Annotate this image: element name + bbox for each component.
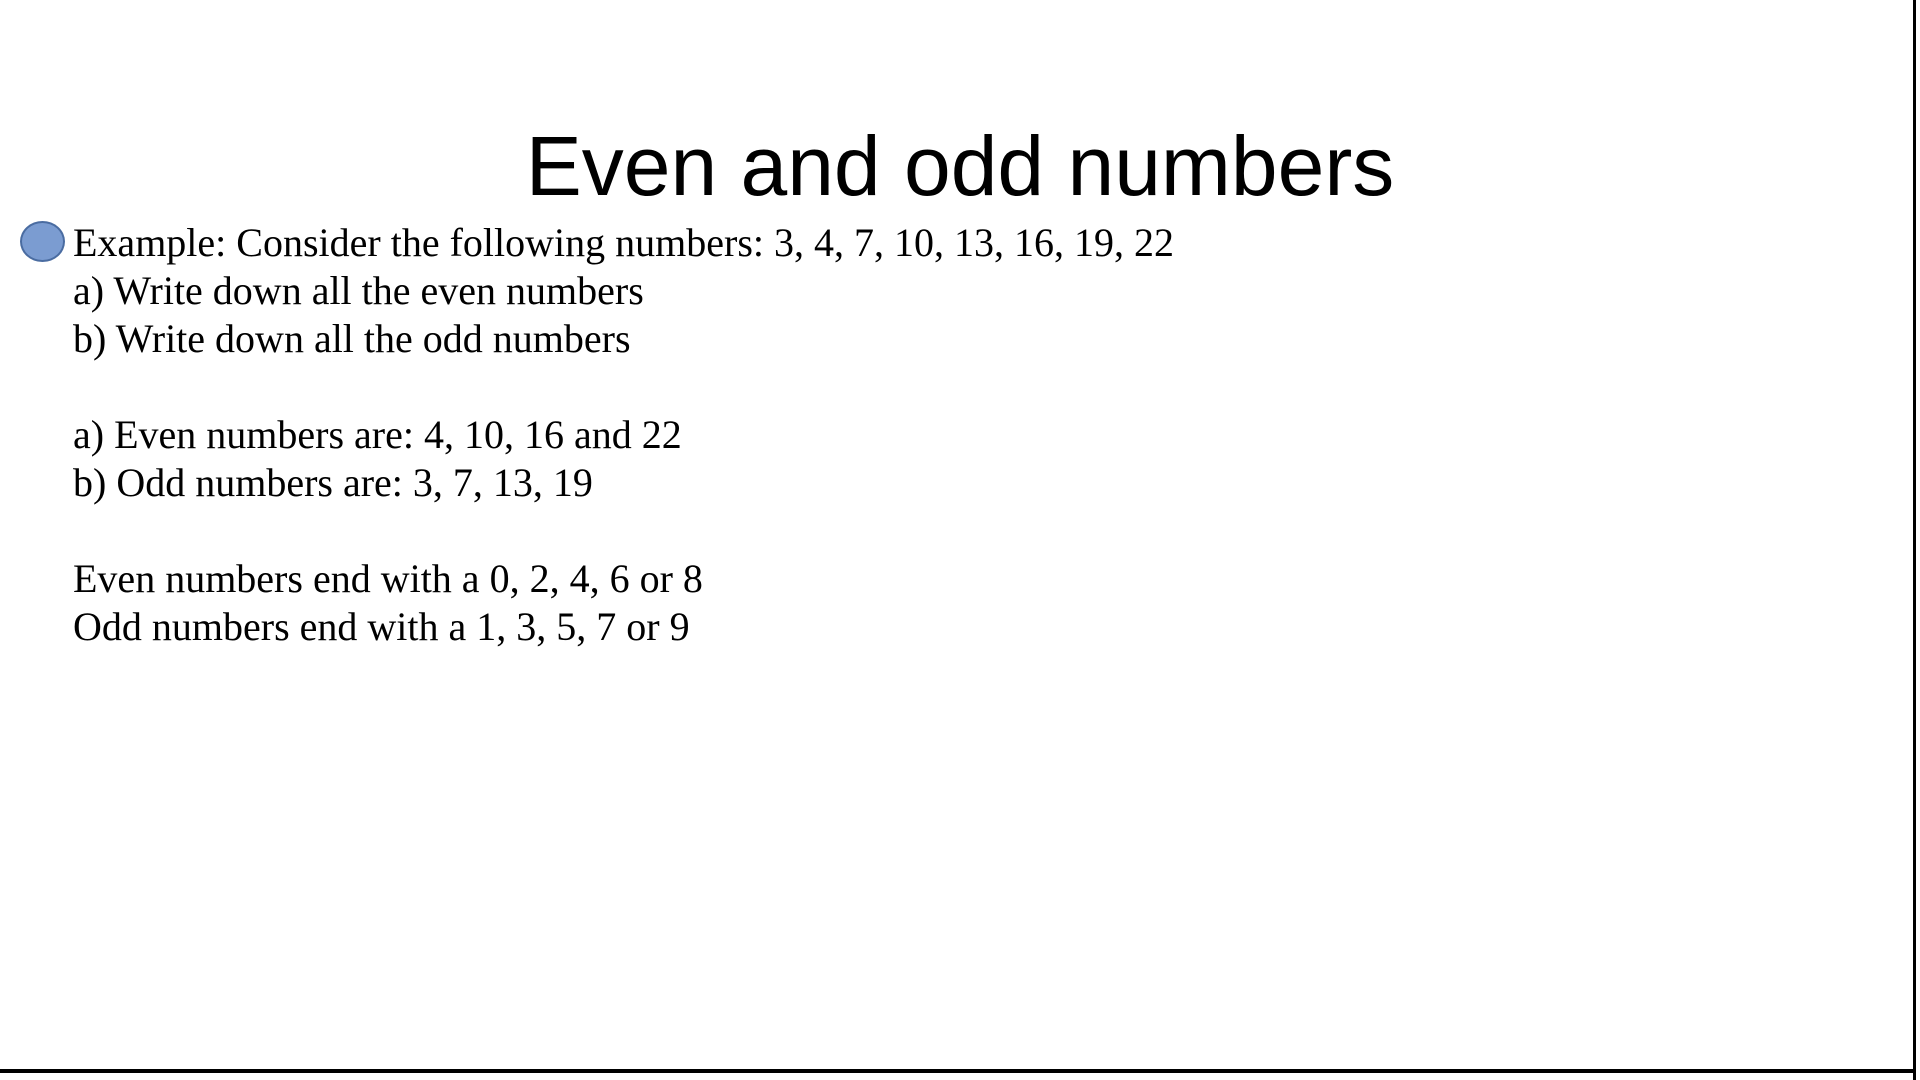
body-line-question-a: a) Write down all the even numbers <box>73 268 644 313</box>
body-line-rule-even: Even numbers end with a 0, 2, 4, 6 or 8 <box>73 556 703 601</box>
slide-boundary-bottom-line <box>0 1069 1916 1073</box>
body-line-example: Example: Consider the following numbers: 3, 4, 7, 10, 13, 16, 19, 22 <box>73 220 1174 265</box>
circle-bullet-icon <box>20 221 65 262</box>
body-line-rule-odd: Odd numbers end with a 1, 3, 5, 7 or 9 <box>73 604 690 649</box>
body-line-spacer <box>73 363 1174 411</box>
slide-boundary-right-line <box>1913 0 1916 1080</box>
body-line-question-b: b) Write down all the odd numbers <box>73 316 631 361</box>
body-line-answer-b: b) Odd numbers are: 3, 7, 13, 19 <box>73 460 593 505</box>
slide-body-text <box>73 219 1174 651</box>
body-line-spacer <box>73 507 1174 555</box>
slide-title: Even and odd numbers <box>525 119 1395 214</box>
body-line-answer-a: a) Even numbers are: 4, 10, 16 and 22 <box>73 412 682 457</box>
